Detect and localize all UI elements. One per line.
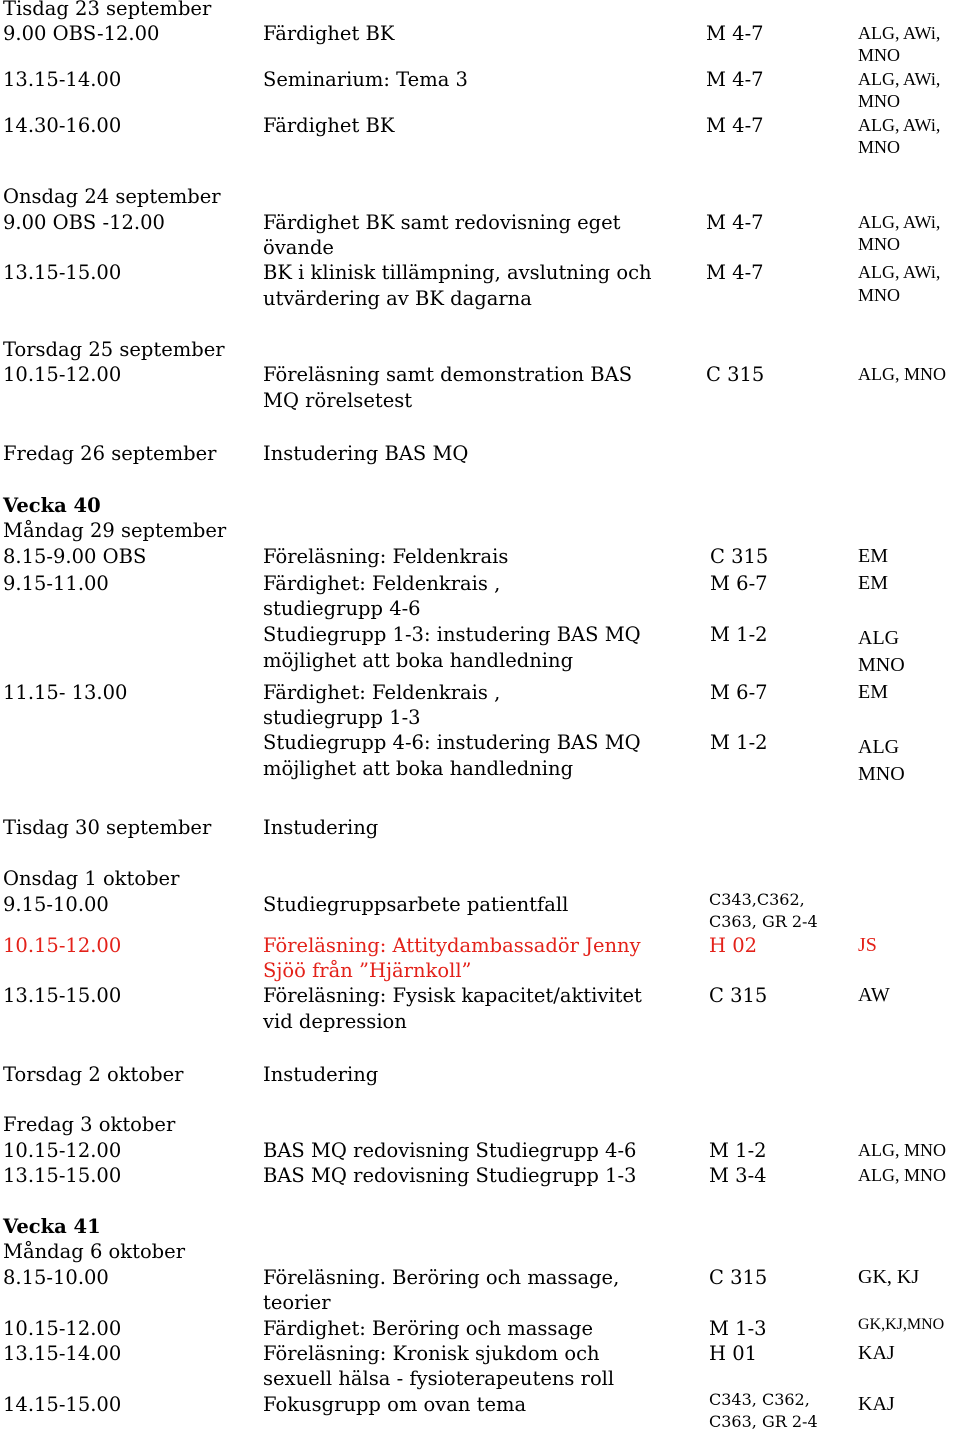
- teacher-cell: ALG, AWi,: [858, 212, 941, 232]
- activity-cell: Föreläsning: Kronisk sjukdom och: [263, 1342, 600, 1365]
- teacher-cell: ALG: [858, 736, 900, 758]
- activity-cell: Fokusgrupp om ovan tema: [263, 1393, 527, 1416]
- room-cell: M 4-7: [706, 22, 764, 45]
- time-cell: 13.15-14.00: [3, 68, 122, 91]
- activity-cell: Färdighet BK: [263, 22, 395, 45]
- teacher-cell: JS: [858, 934, 877, 956]
- activity-cell: sexuell hälsa - fysioterapeutens roll: [263, 1367, 615, 1390]
- time-cell: 9.15-11.00: [3, 572, 109, 595]
- teacher-cell: MNO: [858, 285, 901, 305]
- time-cell: 10.15-12.00: [3, 934, 122, 957]
- time-cell: 8.15-9.00 OBS: [3, 545, 147, 568]
- time-cell: 9.00 OBS-12.00: [3, 22, 160, 45]
- activity-cell: Färdighet: Feldenkrais ,: [263, 681, 501, 704]
- day-heading: Tisdag 30 september: [3, 816, 212, 839]
- time-cell: 13.15-15.00: [3, 1164, 122, 1187]
- room-cell: M 4-7: [706, 211, 764, 234]
- room-cell: C363, GR 2-4: [709, 912, 818, 931]
- activity-cell: Föreläsning samt demonstration BAS: [263, 363, 633, 386]
- activity-cell: Studiegruppsarbete patientfall: [263, 893, 569, 916]
- teacher-cell: MNO: [858, 654, 905, 676]
- activity-cell: studiegrupp 4-6: [263, 597, 421, 620]
- time-cell: 9.00 OBS -12.00: [3, 211, 165, 234]
- room-cell: M 3-4: [709, 1164, 767, 1187]
- teacher-cell: EM: [858, 545, 888, 567]
- time-cell: 13.15-15.00: [3, 984, 122, 1007]
- activity-cell: Studiegrupp 1-3: instudering BAS MQ: [263, 623, 641, 646]
- teacher-cell: MNO: [858, 763, 905, 785]
- teacher-cell: ALG: [858, 627, 900, 649]
- activity-cell: Instudering: [263, 1063, 379, 1086]
- time-cell: 14.15-15.00: [3, 1393, 122, 1416]
- teacher-cell: MNO: [858, 137, 901, 157]
- teacher-cell: KAJ: [858, 1342, 895, 1364]
- room-cell: M 4-7: [706, 114, 764, 137]
- day-heading: Onsdag 24 september: [3, 185, 221, 208]
- activity-cell: Sjöö från ”Hjärnkoll”: [263, 959, 472, 982]
- activity-cell: Föreläsning: Feldenkrais: [263, 545, 509, 568]
- day-heading: Tisdag 23 september: [3, 0, 212, 20]
- room-cell: M 1-2: [710, 731, 768, 754]
- activity-cell: Instudering: [263, 816, 379, 839]
- time-cell: 8.15-10.00: [3, 1266, 109, 1289]
- time-cell: 13.15-15.00: [3, 261, 122, 284]
- activity-cell: MQ rörelsetest: [263, 389, 413, 412]
- time-cell: 10.15-12.00: [3, 1317, 122, 1340]
- activity-cell: möjlighet att boka handledning: [263, 649, 574, 672]
- activity-cell: Studiegrupp 4-6: instudering BAS MQ: [263, 731, 641, 754]
- room-cell: C343,C362,: [709, 890, 805, 909]
- time-cell: 13.15-14.00: [3, 1342, 122, 1365]
- day-heading: Onsdag 1 oktober: [3, 867, 180, 890]
- room-cell: C 315: [706, 363, 765, 386]
- room-cell: C 315: [709, 1266, 768, 1289]
- activity-cell: BAS MQ redovisning Studiegrupp 4-6: [263, 1139, 637, 1162]
- teacher-cell: ALG, MNO: [858, 1165, 946, 1185]
- day-heading: Måndag 6 oktober: [3, 1240, 186, 1263]
- activity-cell: studiegrupp 1-3: [263, 706, 421, 729]
- teacher-cell: AW: [858, 984, 890, 1006]
- activity-cell: Föreläsning: Attitydambassadör Jenny: [263, 934, 641, 957]
- day-heading: Torsdag 25 september: [3, 338, 225, 361]
- room-cell: C 315: [709, 984, 768, 1007]
- activity-cell: möjlighet att boka handledning: [263, 757, 574, 780]
- activity-cell: Färdighet BK samt redovisning eget: [263, 211, 621, 234]
- room-cell: M 1-3: [709, 1317, 767, 1340]
- room-cell: M 4-7: [706, 68, 764, 91]
- teacher-cell: MNO: [858, 91, 901, 111]
- room-cell: M 1-2: [709, 1139, 767, 1162]
- activity-cell: Seminarium: Tema 3: [263, 68, 468, 91]
- activity-cell: vid depression: [263, 1010, 407, 1033]
- teacher-cell: ALG, MNO: [858, 1140, 946, 1160]
- room-cell: C343, C362,: [709, 1390, 810, 1409]
- activity-cell: Föreläsning: Fysisk kapacitet/aktivitet: [263, 984, 642, 1007]
- teacher-cell: ALG, AWi,: [858, 115, 941, 135]
- week-heading: Vecka 40: [3, 494, 101, 517]
- time-cell: 9.15-10.00: [3, 893, 109, 916]
- teacher-cell: GK,KJ,MNO: [858, 1316, 945, 1333]
- teacher-cell: KAJ: [858, 1393, 895, 1415]
- activity-cell: teorier: [263, 1291, 331, 1314]
- activity-cell: Färdighet: Beröring och massage: [263, 1317, 593, 1340]
- room-cell: C363, GR 2-4: [709, 1412, 818, 1431]
- room-cell: H 01: [709, 1342, 758, 1365]
- activity-cell: Instudering BAS MQ: [263, 442, 469, 465]
- day-heading: Fredag 26 september: [3, 442, 217, 465]
- teacher-cell: ALG, MNO: [858, 364, 946, 384]
- day-heading: Torsdag 2 oktober: [3, 1063, 184, 1086]
- activity-cell: övande: [263, 236, 334, 259]
- week-heading: Vecka 41: [3, 1215, 101, 1238]
- teacher-cell: GK, KJ: [858, 1266, 920, 1288]
- room-cell: M 6-7: [710, 681, 768, 704]
- activity-cell: Färdighet BK: [263, 114, 395, 137]
- activity-cell: BK i klinisk tillämpning, avslutning och: [263, 261, 652, 284]
- day-heading: Måndag 29 september: [3, 519, 227, 542]
- teacher-cell: EM: [858, 572, 888, 594]
- day-heading: Fredag 3 oktober: [3, 1113, 176, 1136]
- room-cell: M 1-2: [710, 623, 768, 646]
- teacher-cell: ALG, AWi,: [858, 262, 941, 282]
- activity-cell: Färdighet: Feldenkrais ,: [263, 572, 501, 595]
- room-cell: H 02: [709, 934, 758, 957]
- time-cell: 11.15- 13.00: [3, 681, 128, 704]
- teacher-cell: MNO: [858, 45, 901, 65]
- room-cell: M 6-7: [710, 572, 768, 595]
- time-cell: 10.15-12.00: [3, 1139, 122, 1162]
- activity-cell: utvärdering av BK dagarna: [263, 287, 532, 310]
- time-cell: 10.15-12.00: [3, 363, 122, 386]
- teacher-cell: ALG, AWi,: [858, 23, 941, 43]
- activity-cell: Föreläsning. Beröring och massage,: [263, 1266, 620, 1289]
- room-cell: M 4-7: [706, 261, 764, 284]
- time-cell: 14.30-16.00: [3, 114, 122, 137]
- teacher-cell: ALG, AWi,: [858, 69, 941, 89]
- teacher-cell: MNO: [858, 234, 901, 254]
- room-cell: C 315: [710, 545, 769, 568]
- activity-cell: BAS MQ redovisning Studiegrupp 1-3: [263, 1164, 637, 1187]
- teacher-cell: EM: [858, 681, 888, 703]
